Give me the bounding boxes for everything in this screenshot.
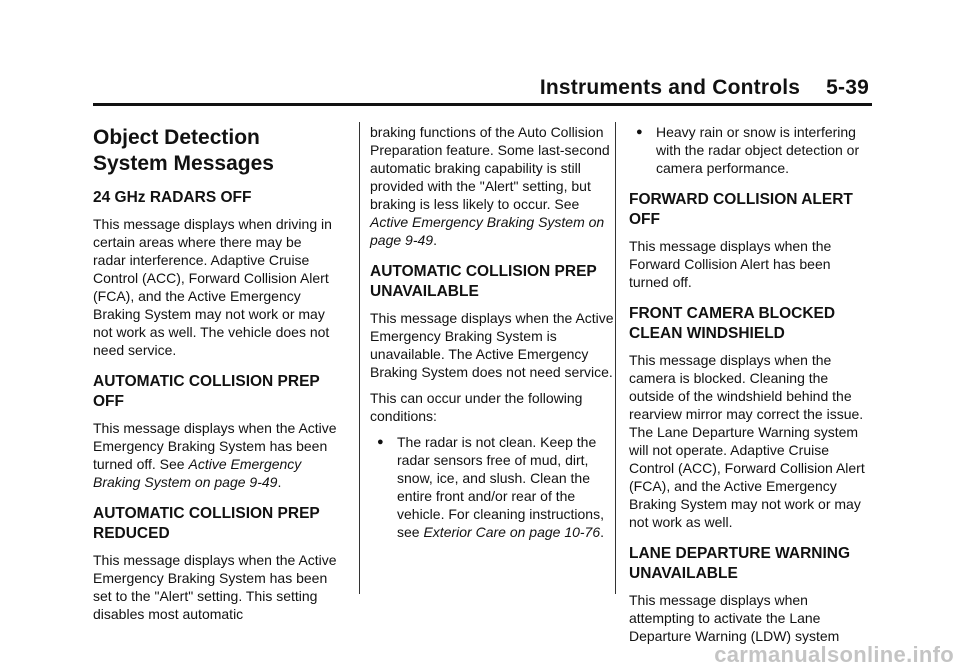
paragraph-front-camera-blocked: This message displays when the camera is blocked. Cleaning the outside of the windshield behind the rearview mirror may correct the issue. The Lane Departure Warning system will not operate. Adaptive Cruise Control (ACC), Forward Collision Alert (FCA), and the Active Emergency Braking System may not work or may not work as well. [629, 352, 865, 530]
paragraph-continued: braking functions of the Auto Collision Preparation feature. Some last-second automatic braking capability is still provided with the "Alert" setting, but braking is less likely to occur. See Active Emergency Braking System on page 9-49. [370, 124, 610, 248]
column-2 [370, 123, 614, 549]
paragraph-conditions-intro: This can occur under the following conditions: [370, 390, 583, 424]
section-title: Instruments and Controls [539, 76, 801, 99]
paragraph-collision-prep-reduced: This message displays when the Active Emergency Braking System has been set to the "Alert" setting. This setting disables most automatic [93, 552, 337, 622]
paragraph-lane-departure-unavailable: This message displays when attempting to activate the Lane Departure Warning (LDW) system [629, 592, 840, 644]
section-title-object-detection: Object Detection System Messages [93, 126, 274, 175]
cross-reference-link[interactable]: Exterior Care on page 10-76 [423, 524, 601, 540]
column-divider [359, 122, 360, 594]
heading-collision-prep-off: AUTOMATIC COLLISION PREP OFF [93, 373, 320, 410]
heading-collision-prep-reduced: AUTOMATIC COLLISION PREP REDUCED [93, 505, 320, 542]
list-item: ● Heavy rain or snow is interfering with the radar object detection or camera performance. [636, 124, 860, 176]
heading-front-camera-blocked: FRONT CAMERA BLOCKED CLEAN WINDSHIELD [629, 305, 836, 342]
header-rule [93, 103, 872, 106]
heading-collision-prep-unavailable: AUTOMATIC COLLISION PREP UNAVAILABLE [370, 263, 597, 300]
paragraph-radars-off: This message displays when driving in certain areas where there may be radar interference. Adaptive Cruise Control (ACC), Forward Collision Alert (FCA), and the Active Emergency Braking System may not work or may not work as well. The vehicle does not need service. [93, 216, 332, 358]
running-header [540, 76, 869, 100]
heading-radars-off: 24 GHz RADARS OFF [93, 189, 252, 206]
bullet-icon: ● [636, 126, 643, 138]
cross-reference-link[interactable]: Active Emergency Braking System on page 9-49 [370, 214, 605, 248]
list-item: ● The radar is not clean. Keep the radar sensors free of mud, dirt, snow, ice, and slush. Clean the entire front and/or rear of the vehicle. For cleaning instructions, see Exterior Care on page 10-76. [377, 434, 605, 540]
paragraph-forward-collision-alert-off: This message displays when the Forward Collision Alert has been turned off. [629, 238, 832, 290]
cross-reference-link[interactable]: Active Emergency Braking System on page 9-49 [93, 456, 302, 490]
paragraph-collision-prep-off: This message displays when the Active Emergency Braking System has been turned off. See Active Emergency Braking System on page 9-49. [93, 420, 337, 490]
column-1 [93, 123, 337, 631]
heading-lane-departure-unavailable: LANE DEPARTURE WARNING UNAVAILABLE [629, 545, 851, 582]
watermark: carmanualsonline.info [714, 642, 954, 667]
paragraph-collision-prep-unavailable: This message displays when the Active Emergency Braking System is unavailable. The Active Emergency Braking System does not need service. [370, 310, 614, 380]
bullet-icon: ● [377, 436, 384, 448]
heading-forward-collision-alert-off: FORWARD COLLISION ALERT OFF [629, 191, 853, 228]
column-divider [615, 122, 616, 594]
column-3 [629, 123, 873, 653]
page-number: 5-39 [826, 76, 869, 99]
